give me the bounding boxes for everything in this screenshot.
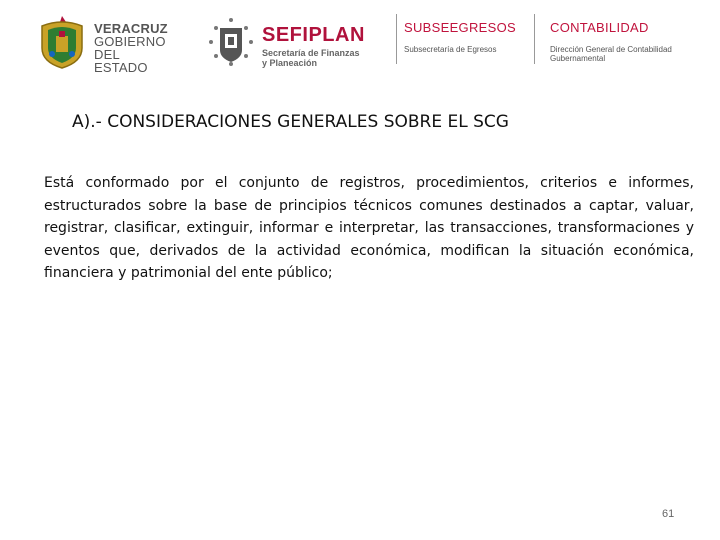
veracruz-line2: GOBIERNO <box>94 34 166 49</box>
section-heading: A).- CONSIDERACIONES GENERALES SOBRE EL SCG <box>72 112 509 132</box>
sefiplan-sub1: Secretaría de Finanzas <box>262 48 360 58</box>
sefiplan-sub2: y Planeación <box>262 58 318 68</box>
sefiplan-name: SEFIPLAN <box>262 24 365 46</box>
contabilidad-sub1: Dirección General de Contabilidad <box>550 45 672 54</box>
veracruz-line1: VERACRUZ <box>94 21 168 36</box>
header <box>0 0 720 80</box>
veracruz-shield-icon <box>36 14 88 70</box>
veracruz-logo <box>36 14 168 75</box>
contabilidad-sub2: Gubernamental <box>550 54 606 63</box>
subsegresos-subtitle: Subsecretaría de Egresos <box>404 45 497 54</box>
contabilidad-title: CONTABILIDAD <box>550 20 649 35</box>
sefiplan-emblem-icon <box>206 14 256 70</box>
sefiplan-subtitle <box>262 48 360 68</box>
subsegresos-block <box>404 20 516 54</box>
header-divider <box>396 14 397 64</box>
contabilidad-block <box>550 20 672 63</box>
page-number: 61 <box>662 508 675 520</box>
header-divider <box>534 14 535 64</box>
contabilidad-subtitle <box>550 45 672 63</box>
sefiplan-logo <box>206 14 376 70</box>
veracruz-wordmark <box>94 22 168 74</box>
section-body: Está conformado por el conjunto de registros, procedimientos, criterios e informes, estructurados sobre la base de principios técnicos comunes destinados a captar, valuar, registrar, clasificar, extinguir, informar e interpretar, las transacciones, transformaciones y eventos que, derivados de la actividad económica, modifican la situación económica, financiera y patrimonial del ente público; <box>44 175 694 281</box>
veracruz-line3: DEL ESTADO <box>94 47 148 75</box>
subsegresos-title: SUBSEEGRESOS <box>404 20 516 35</box>
